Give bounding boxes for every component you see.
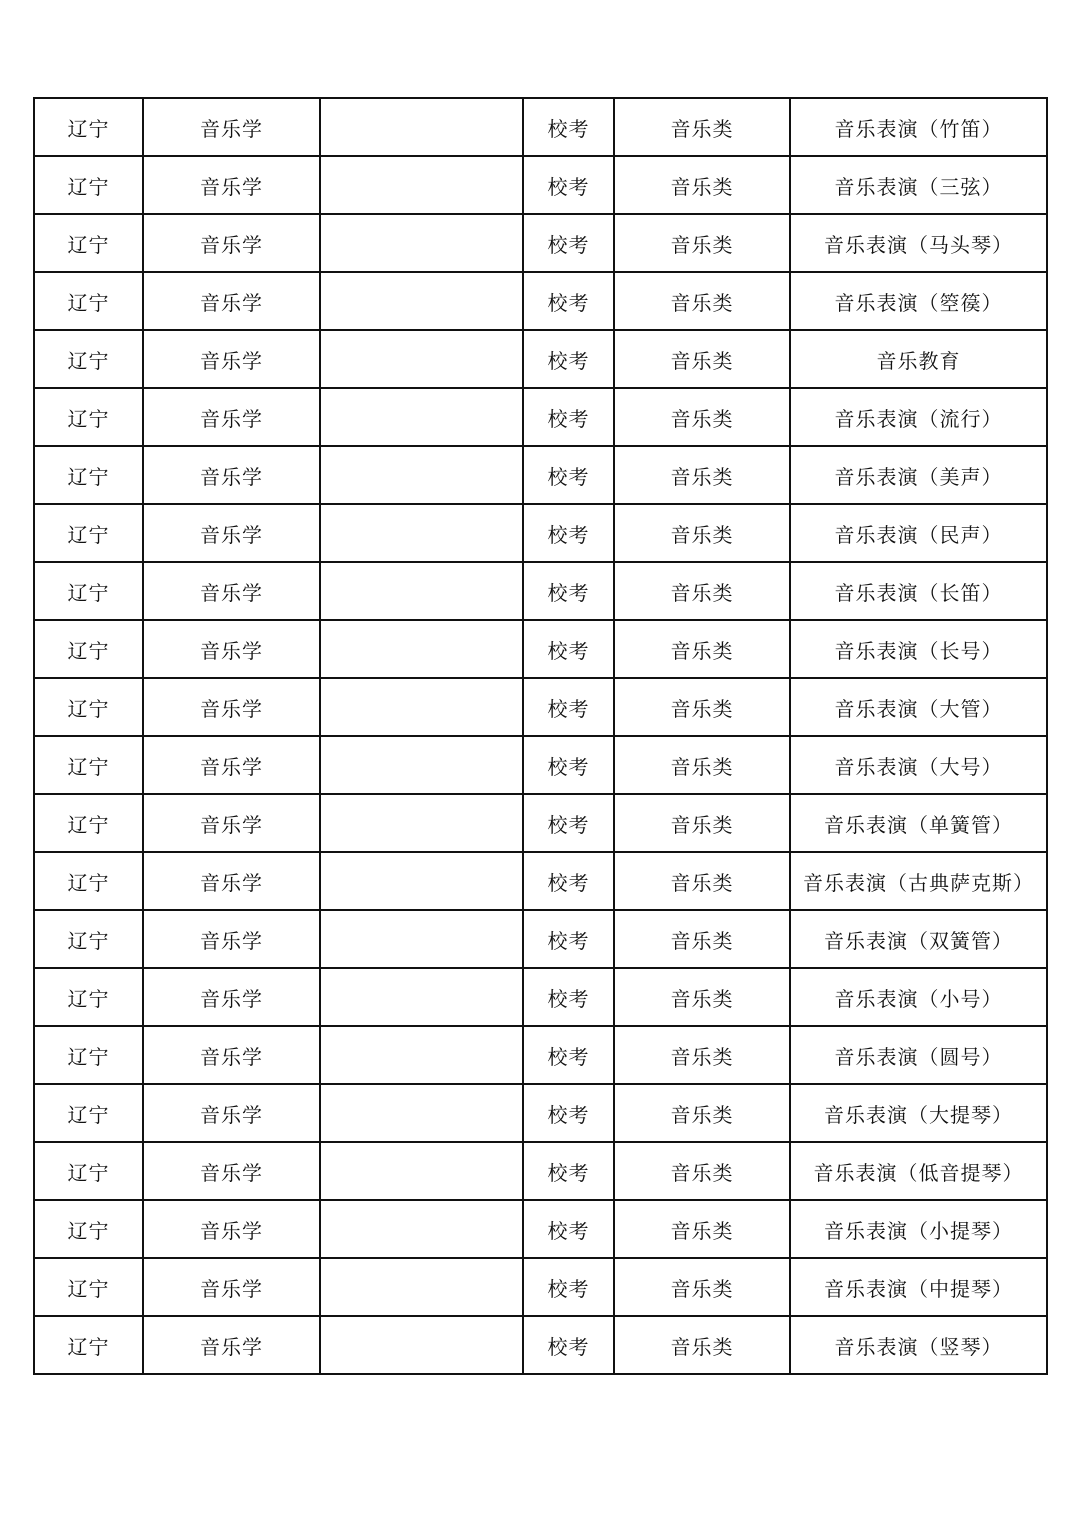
major-cell: 音乐学 [143, 620, 320, 678]
table-body [34, 98, 1047, 1374]
category-cell: 音乐类 [614, 1258, 790, 1316]
table-row [34, 1142, 1047, 1200]
specialty-cell: 音乐表演（流行） [790, 388, 1047, 446]
category-cell: 音乐类 [614, 620, 790, 678]
blank-cell [320, 446, 523, 504]
major-cell: 音乐学 [143, 678, 320, 736]
blank-cell [320, 388, 523, 446]
table-row [34, 388, 1047, 446]
table-row [34, 446, 1047, 504]
table-row [34, 1026, 1047, 1084]
specialty-cell: 音乐表演（小提琴） [790, 1200, 1047, 1258]
exam-type-cell: 校考 [523, 678, 614, 736]
major-cell: 音乐学 [143, 1026, 320, 1084]
table-row [34, 1200, 1047, 1258]
specialty-cell: 音乐表演（美声） [790, 446, 1047, 504]
specialty-cell: 音乐表演（小号） [790, 968, 1047, 1026]
category-cell: 音乐类 [614, 1142, 790, 1200]
category-cell: 音乐类 [614, 910, 790, 968]
blank-cell [320, 852, 523, 910]
exam-type-cell: 校考 [523, 1142, 614, 1200]
blank-cell [320, 736, 523, 794]
blank-cell [320, 1258, 523, 1316]
blank-cell [320, 562, 523, 620]
province-cell: 辽宁 [34, 272, 143, 330]
province-cell: 辽宁 [34, 388, 143, 446]
category-cell: 音乐类 [614, 1200, 790, 1258]
province-cell: 辽宁 [34, 678, 143, 736]
exam-type-cell: 校考 [523, 1084, 614, 1142]
table-row [34, 852, 1047, 910]
table-row [34, 1316, 1047, 1374]
major-cell: 音乐学 [143, 272, 320, 330]
category-cell: 音乐类 [614, 736, 790, 794]
blank-cell [320, 504, 523, 562]
blank-cell [320, 272, 523, 330]
specialty-cell: 音乐表演（低音提琴） [790, 1142, 1047, 1200]
category-cell: 音乐类 [614, 1026, 790, 1084]
blank-cell [320, 98, 523, 156]
specialty-cell: 音乐表演（大提琴） [790, 1084, 1047, 1142]
specialty-cell: 音乐表演（箜篌） [790, 272, 1047, 330]
table-row [34, 156, 1047, 214]
specialty-cell: 音乐表演（大号） [790, 736, 1047, 794]
table-row [34, 910, 1047, 968]
table-row [34, 1258, 1047, 1316]
major-cell: 音乐学 [143, 968, 320, 1026]
blank-cell [320, 968, 523, 1026]
exam-type-cell: 校考 [523, 388, 614, 446]
major-cell: 音乐学 [143, 794, 320, 852]
major-cell: 音乐学 [143, 1316, 320, 1374]
province-cell: 辽宁 [34, 1200, 143, 1258]
specialty-cell: 音乐表演（竹笛） [790, 98, 1047, 156]
blank-cell [320, 214, 523, 272]
specialty-cell: 音乐表演（民声） [790, 504, 1047, 562]
category-cell: 音乐类 [614, 98, 790, 156]
category-cell: 音乐类 [614, 968, 790, 1026]
blank-cell [320, 330, 523, 388]
specialty-cell: 音乐表演（长号） [790, 620, 1047, 678]
table-row [34, 620, 1047, 678]
province-cell: 辽宁 [34, 736, 143, 794]
major-cell: 音乐学 [143, 388, 320, 446]
blank-cell [320, 910, 523, 968]
specialty-cell: 音乐表演（三弦） [790, 156, 1047, 214]
province-cell: 辽宁 [34, 910, 143, 968]
table-row [34, 214, 1047, 272]
province-cell: 辽宁 [34, 968, 143, 1026]
exam-type-cell: 校考 [523, 446, 614, 504]
exam-type-cell: 校考 [523, 968, 614, 1026]
blank-cell [320, 1026, 523, 1084]
category-cell: 音乐类 [614, 852, 790, 910]
table-row [34, 330, 1047, 388]
table-row [34, 504, 1047, 562]
blank-cell [320, 1142, 523, 1200]
major-cell: 音乐学 [143, 1142, 320, 1200]
province-cell: 辽宁 [34, 446, 143, 504]
category-cell: 音乐类 [614, 562, 790, 620]
category-cell: 音乐类 [614, 388, 790, 446]
exam-type-cell: 校考 [523, 852, 614, 910]
specialty-cell: 音乐表演（长笛） [790, 562, 1047, 620]
exam-type-cell: 校考 [523, 736, 614, 794]
exam-type-cell: 校考 [523, 1200, 614, 1258]
exam-type-cell: 校考 [523, 794, 614, 852]
category-cell: 音乐类 [614, 678, 790, 736]
blank-cell [320, 620, 523, 678]
province-cell: 辽宁 [34, 504, 143, 562]
blank-cell [320, 1084, 523, 1142]
major-cell: 音乐学 [143, 98, 320, 156]
major-cell: 音乐学 [143, 504, 320, 562]
category-cell: 音乐类 [614, 156, 790, 214]
category-cell: 音乐类 [614, 1084, 790, 1142]
document-page [33, 97, 1046, 1375]
exam-type-cell: 校考 [523, 504, 614, 562]
province-cell: 辽宁 [34, 1084, 143, 1142]
province-cell: 辽宁 [34, 214, 143, 272]
province-cell: 辽宁 [34, 1316, 143, 1374]
major-cell: 音乐学 [143, 446, 320, 504]
province-cell: 辽宁 [34, 98, 143, 156]
blank-cell [320, 156, 523, 214]
specialty-cell: 音乐表演（圆号） [790, 1026, 1047, 1084]
major-cell: 音乐学 [143, 214, 320, 272]
major-cell: 音乐学 [143, 1258, 320, 1316]
category-cell: 音乐类 [614, 446, 790, 504]
province-cell: 辽宁 [34, 620, 143, 678]
specialty-cell: 音乐表演（大管） [790, 678, 1047, 736]
major-cell: 音乐学 [143, 156, 320, 214]
table-row [34, 1084, 1047, 1142]
table-row [34, 736, 1047, 794]
province-cell: 辽宁 [34, 1142, 143, 1200]
major-cell: 音乐学 [143, 910, 320, 968]
category-cell: 音乐类 [614, 504, 790, 562]
category-cell: 音乐类 [614, 1316, 790, 1374]
specialty-cell: 音乐表演（单簧管） [790, 794, 1047, 852]
table-row [34, 968, 1047, 1026]
major-cell: 音乐学 [143, 330, 320, 388]
admissions-table [33, 97, 1048, 1375]
specialty-cell: 音乐表演（中提琴） [790, 1258, 1047, 1316]
specialty-cell: 音乐教育 [790, 330, 1047, 388]
province-cell: 辽宁 [34, 562, 143, 620]
exam-type-cell: 校考 [523, 330, 614, 388]
category-cell: 音乐类 [614, 214, 790, 272]
exam-type-cell: 校考 [523, 620, 614, 678]
blank-cell [320, 1316, 523, 1374]
table-row [34, 794, 1047, 852]
blank-cell [320, 794, 523, 852]
major-cell: 音乐学 [143, 736, 320, 794]
blank-cell [320, 678, 523, 736]
category-cell: 音乐类 [614, 330, 790, 388]
exam-type-cell: 校考 [523, 98, 614, 156]
province-cell: 辽宁 [34, 156, 143, 214]
category-cell: 音乐类 [614, 272, 790, 330]
province-cell: 辽宁 [34, 1258, 143, 1316]
specialty-cell: 音乐表演（竖琴） [790, 1316, 1047, 1374]
category-cell: 音乐类 [614, 794, 790, 852]
exam-type-cell: 校考 [523, 214, 614, 272]
exam-type-cell: 校考 [523, 272, 614, 330]
table-row [34, 562, 1047, 620]
exam-type-cell: 校考 [523, 1026, 614, 1084]
exam-type-cell: 校考 [523, 156, 614, 214]
province-cell: 辽宁 [34, 330, 143, 388]
specialty-cell: 音乐表演（马头琴） [790, 214, 1047, 272]
table-row [34, 678, 1047, 736]
province-cell: 辽宁 [34, 852, 143, 910]
province-cell: 辽宁 [34, 1026, 143, 1084]
province-cell: 辽宁 [34, 794, 143, 852]
table-row [34, 272, 1047, 330]
major-cell: 音乐学 [143, 1200, 320, 1258]
major-cell: 音乐学 [143, 852, 320, 910]
exam-type-cell: 校考 [523, 1316, 614, 1374]
table-row [34, 98, 1047, 156]
major-cell: 音乐学 [143, 1084, 320, 1142]
blank-cell [320, 1200, 523, 1258]
exam-type-cell: 校考 [523, 1258, 614, 1316]
exam-type-cell: 校考 [523, 910, 614, 968]
specialty-cell: 音乐表演（古典萨克斯） [790, 852, 1047, 910]
major-cell: 音乐学 [143, 562, 320, 620]
specialty-cell: 音乐表演（双簧管） [790, 910, 1047, 968]
exam-type-cell: 校考 [523, 562, 614, 620]
